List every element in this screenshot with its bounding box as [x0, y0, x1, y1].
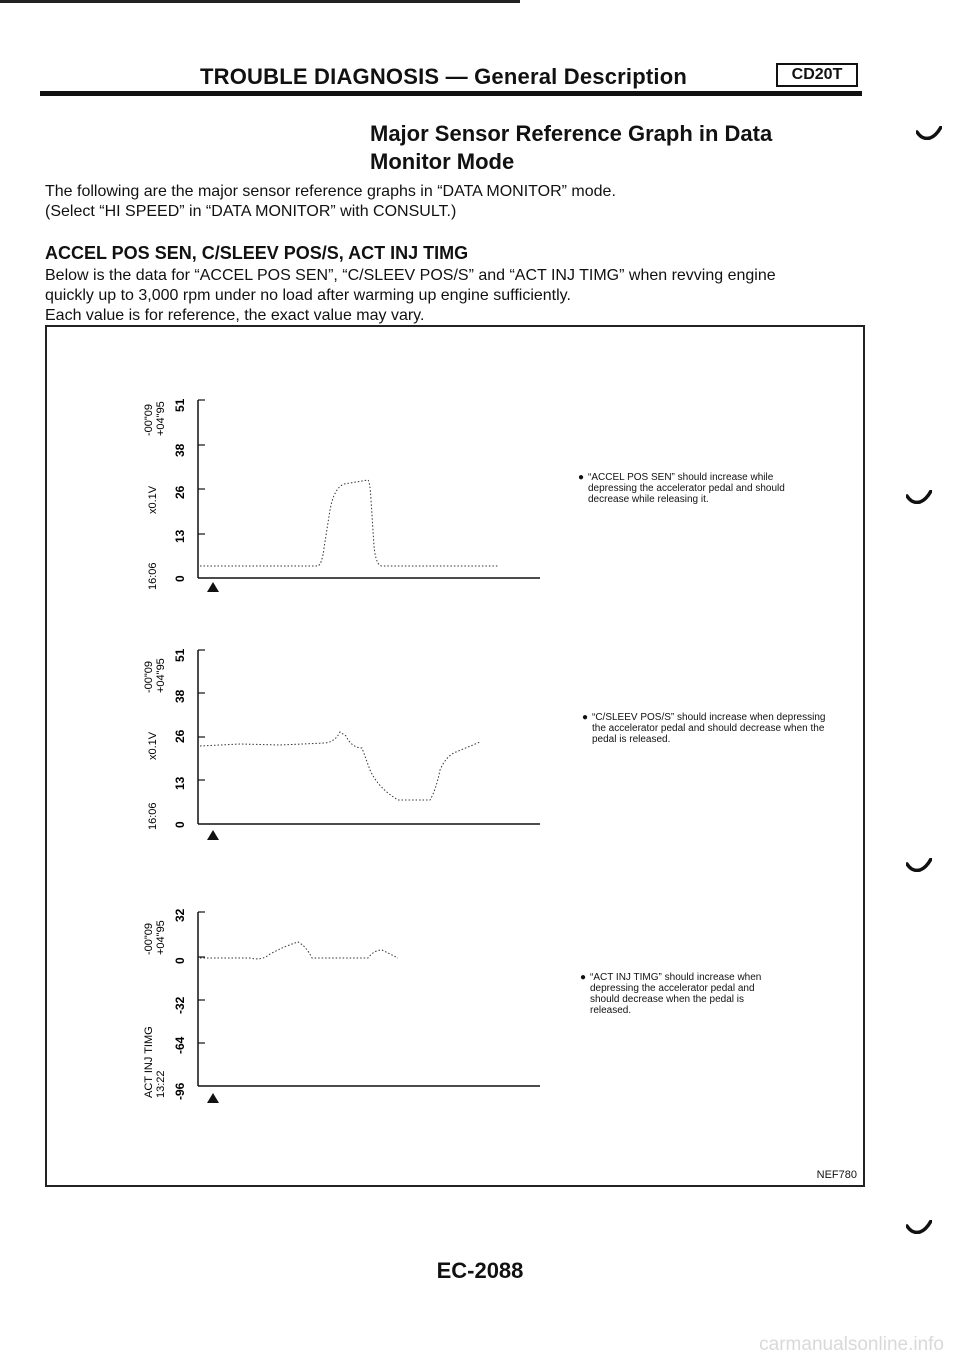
- graph-3-note-bullet: ●: [580, 972, 587, 983]
- graph-2-tick-0: 0: [173, 821, 187, 828]
- graph-2-tick-38: 38: [173, 689, 187, 703]
- graph-2-tick-13: 13: [173, 776, 187, 790]
- graph-1-tick-13: 13: [173, 529, 187, 543]
- subsection-line-2: quickly up to 3,000 rpm under no load after warming up engine sufficiently.: [45, 287, 571, 304]
- graph-3-tick-32: 32: [173, 908, 187, 922]
- graph-2-side-range: -00"09+04"95: [143, 658, 167, 693]
- graph-1-note-text: “ACCEL POS SEN” should increase while depressing the accelerator pedal and should decrease while releasing it.: [588, 472, 785, 505]
- site-watermark: carmanualsonline.info: [759, 1334, 944, 1355]
- graph-3-tick-0: 0: [173, 957, 187, 964]
- graph-1-trace: [200, 480, 498, 566]
- graph-2-trigger-marker: [207, 830, 219, 840]
- graph-2-tick-51: 51: [173, 648, 187, 662]
- graph-2-side-unit: x0.1V: [147, 731, 159, 760]
- revision-check-icon: [916, 126, 942, 140]
- graph-3: [143, 908, 540, 1103]
- graph-2-side-time: 16:06: [147, 802, 159, 830]
- graph-3-note-text: “ACT INJ TIMG” should increase when depressing the accelerator pedal and should decrease when the pedal is released.: [590, 972, 762, 1016]
- graph-2: [143, 648, 540, 840]
- graph-2-trace: [200, 732, 480, 800]
- page-number: EC-2088: [436, 1258, 524, 1283]
- graph-3-trace: [200, 942, 398, 959]
- intro-line-2: (Select “HI SPEED” in “DATA MONITOR” with CONSULT.): [45, 203, 457, 220]
- graph-3-tick-neg96: -96: [173, 1082, 187, 1100]
- subsection-title: ACCEL POS SEN, C/SLEEV POS/S, ACT INJ TIMG: [45, 243, 469, 263]
- graph-1: [143, 398, 540, 592]
- graph-3-note: [580, 972, 768, 1016]
- page-header-title: TROUBLE DIAGNOSIS — General Description: [200, 64, 687, 89]
- graph-3-side-range: -00"09+04"95: [143, 920, 167, 955]
- revision-check-icon: [906, 490, 932, 504]
- graph-2-tick-26: 26: [173, 729, 187, 743]
- graph-1-note-bullet: ●: [578, 472, 585, 483]
- section-title-line-1: Major Sensor Reference Graph in Data: [370, 121, 773, 146]
- model-badge: CD20T: [776, 63, 858, 87]
- graph-2-note: [582, 712, 837, 745]
- figure-id: NEF780: [816, 1169, 857, 1181]
- revision-check-icon: [906, 858, 932, 872]
- section-title-line-2: Monitor Mode: [370, 149, 515, 174]
- graph-3-tick-neg64: -64: [173, 1036, 187, 1054]
- graph-3-tick-neg32: -32: [173, 996, 187, 1014]
- subsection-line-1: Below is the data for “ACCEL POS SEN”, “C/SLEEV POS/S” and “ACT INJ TIMG” when revving engine: [45, 267, 776, 284]
- graph-1-trigger-marker: [207, 582, 219, 592]
- subsection-line-3: Each value is for reference, the exact value may vary.: [45, 307, 425, 324]
- graph-3-trigger-marker: [207, 1093, 219, 1103]
- intro-line-1: The following are the major sensor reference graphs in “DATA MONITOR” mode.: [45, 183, 616, 200]
- graph-1-tick-26: 26: [173, 485, 187, 499]
- graph-1-side-unit: x0.1V: [147, 485, 159, 514]
- graph-1-note: [578, 472, 818, 505]
- graph-1-side-time: 16:06: [147, 562, 159, 590]
- revision-check-icon: [906, 1220, 932, 1234]
- graph-1-side-range: -00"09+04"95: [143, 401, 167, 436]
- graph-2-note-text: “C/SLEEV POS/S” should increase when depressing the accelerator pedal and should decrease when the pedal is released.: [592, 712, 826, 745]
- graph-1-tick-38: 38: [173, 443, 187, 457]
- graph-1-tick-51: 51: [173, 398, 187, 412]
- graph-1-tick-0: 0: [173, 575, 187, 582]
- graph-2-note-bullet: ●: [582, 712, 589, 723]
- graph-3-side-time: ACT INJ TIMG13:22: [143, 1026, 167, 1098]
